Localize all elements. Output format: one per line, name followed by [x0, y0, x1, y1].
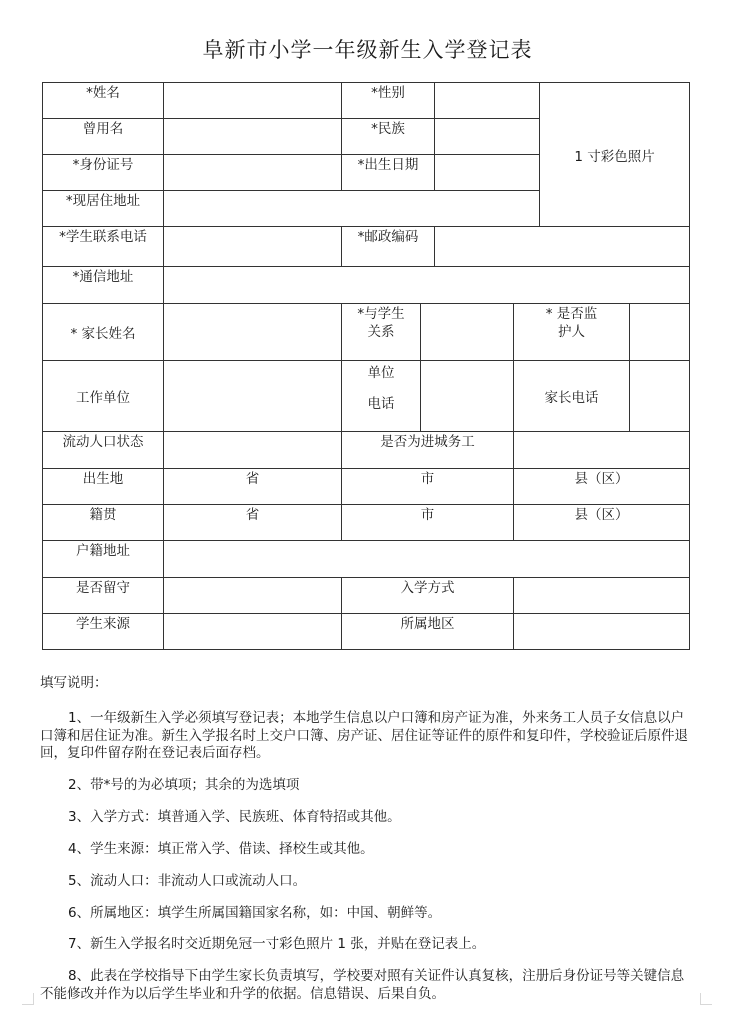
current-address-label: *现居住地址 [43, 191, 164, 227]
guardian-input[interactable] [630, 304, 690, 361]
instructions [40, 675, 696, 1018]
relation-label-line1: *与学生 [357, 306, 405, 322]
birthplace-county[interactable]: 县（区） [514, 469, 690, 505]
workplace-label: 工作单位 [43, 361, 164, 432]
migrant-worker-input[interactable] [514, 432, 690, 469]
admission-method-input[interactable] [514, 578, 690, 614]
name-input[interactable] [164, 83, 342, 119]
native-place-city[interactable]: 市 [342, 505, 514, 541]
id-number-input[interactable] [164, 155, 342, 191]
guardian-label-line2: 护人 [558, 323, 585, 340]
guardian-label [514, 304, 630, 361]
native-place-province[interactable]: 省 [164, 505, 342, 541]
instruction-item: 1、一年级新生入学必须填写登记表；本地学生信息以户口簿和房产证为准，外来务工人员子女信息以户口簿和居住证为准。新生入学报名时上交户口簿、房产证、居住证等证件的原件和复印件，学校验证后原件退回，复印件留存附在登记表后面存档。 [40, 709, 688, 762]
household-address-input[interactable] [164, 541, 690, 578]
page-title: 阜新市小学一年级新生入学登记表 [202, 38, 533, 62]
student-source-label: 学生来源 [43, 614, 164, 650]
gender-input[interactable] [435, 83, 540, 119]
parent-phone-input[interactable] [630, 361, 690, 432]
photo-area[interactable]: 1 寸彩色照片 [540, 83, 690, 227]
instruction-item: 8、此表在学校指导下由学生家长负责填写，学校要对照有关证件认真复核，注册后身份证号等关键信息不能修改并作为以后学生毕业和升学的依据。信息错误、后果自负。 [40, 968, 685, 1002]
guardian-label-line1: * 是否监 [545, 306, 598, 322]
relation-label-line2: 关系 [367, 323, 395, 340]
admission-method-label: 入学方式 [342, 578, 514, 614]
parent-phone-label: 家长电话 [514, 361, 630, 432]
current-address-input[interactable] [164, 191, 540, 227]
left-behind-input[interactable] [164, 578, 342, 614]
relation-label [342, 304, 421, 361]
instruction-item: 4、学生来源：填正常入学、借读、择校生或其他。 [68, 840, 374, 857]
relation-input[interactable] [421, 304, 514, 361]
floating-status-input[interactable] [164, 432, 342, 469]
parent-name-input[interactable] [164, 304, 342, 361]
floating-status-label: 流动人口状态 [43, 432, 164, 469]
mailing-address-input[interactable] [164, 267, 690, 304]
name-label: *姓名 [43, 83, 164, 119]
native-place-label: 籍贯 [43, 505, 164, 541]
birth-date-input[interactable] [435, 155, 540, 191]
id-number-label: *身份证号 [43, 155, 164, 191]
instruction-item: 6、所属地区：填学生所属国籍国家名称，如：中国、朝鲜等。 [68, 904, 442, 921]
former-name-input[interactable] [164, 119, 342, 155]
student-phone-input[interactable] [164, 227, 342, 267]
birthplace-city[interactable]: 市 [342, 469, 514, 505]
workplace-input[interactable] [164, 361, 342, 432]
student-phone-label: *学生联系电话 [43, 227, 164, 267]
work-unit-label-line2: 电话 [367, 395, 395, 412]
instruction-item: 2、带*号的为必填项；其余的为选填项 [68, 777, 300, 794]
birthplace-province[interactable]: 省 [164, 469, 342, 505]
region-label: 所属地区 [342, 614, 514, 650]
page-corner-mark [700, 993, 712, 1005]
registration-form [42, 82, 690, 650]
student-source-input[interactable] [164, 614, 342, 650]
former-name-label: 曾用名 [43, 119, 164, 155]
ethnicity-label: *民族 [342, 119, 435, 155]
birth-date-label: *出生日期 [342, 155, 435, 191]
left-behind-label: 是否留守 [43, 578, 164, 614]
household-address-label: 户籍地址 [43, 541, 164, 578]
instruction-item: 5、流动人口：非流动人口或流动人口。 [68, 872, 307, 889]
page-corner-mark [22, 993, 34, 1005]
birthplace-label: 出生地 [43, 469, 164, 505]
instruction-item: 3、入学方式：填普通入学、民族班、体育特招或其他。 [68, 809, 401, 826]
native-place-county[interactable]: 县（区） [514, 505, 690, 541]
mailing-address-label: *通信地址 [43, 267, 164, 304]
postal-code-input[interactable] [435, 227, 690, 267]
instructions-heading: 填写说明： [40, 675, 108, 691]
work-unit-label-line1: 单位 [367, 365, 395, 381]
instruction-item: 7、新生入学报名时交近期免冠一寸彩色照片 1 张，并贴在登记表上。 [68, 936, 486, 953]
migrant-worker-label: 是否为进城务工 [342, 432, 514, 469]
region-input[interactable] [514, 614, 690, 650]
gender-label: *性别 [342, 83, 435, 119]
work-unit-phone-label [342, 361, 421, 432]
ethnicity-input[interactable] [435, 119, 540, 155]
work-unit-phone-input[interactable] [421, 361, 514, 432]
parent-name-label: * 家长姓名 [43, 304, 164, 361]
postal-code-label: *邮政编码 [342, 227, 435, 267]
